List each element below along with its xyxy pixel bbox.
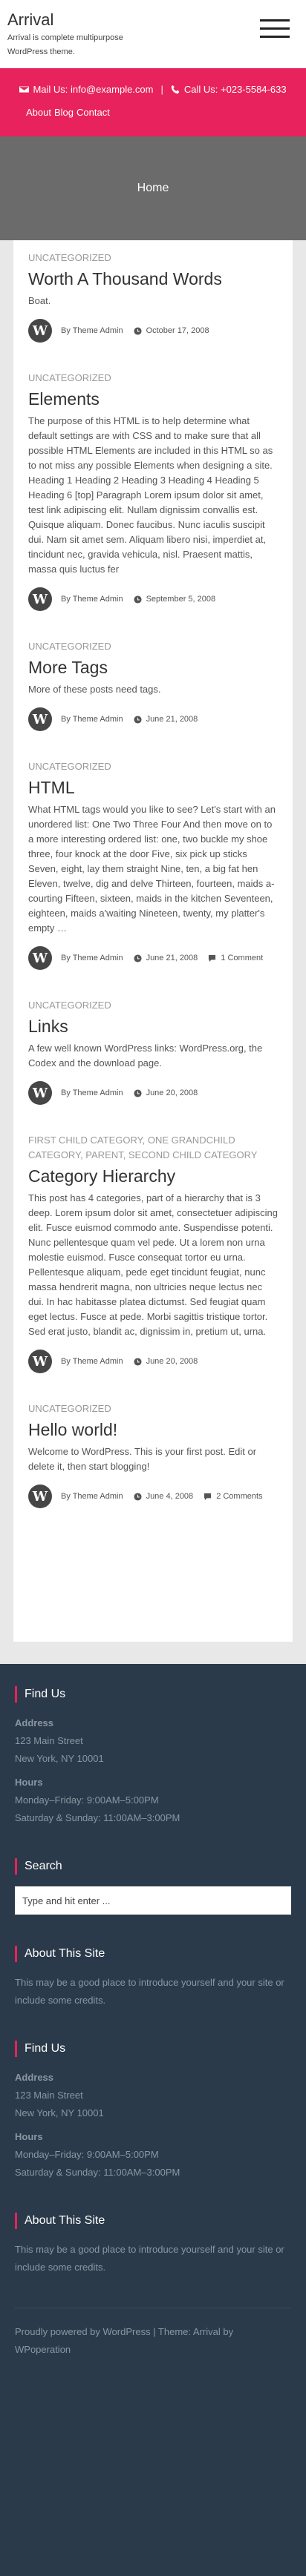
post-date[interactable]	[134, 1089, 198, 1097]
clock-icon	[134, 954, 142, 962]
post-list	[13, 240, 293, 1642]
phone-icon	[171, 85, 180, 94]
post-date[interactable]	[134, 595, 216, 604]
hours-label: Hours	[15, 2131, 43, 2142]
hours-label: Hours	[15, 1777, 43, 1788]
post-item	[28, 998, 278, 1105]
widget-title: About This Site	[15, 2213, 291, 2229]
address-label: Address	[15, 1717, 54, 1728]
post-meta	[28, 1350, 278, 1373]
email-text: Mail Us: info@example.com	[33, 83, 154, 95]
address-label: Address	[15, 2072, 54, 2083]
top-bar	[0, 68, 306, 136]
author-name: By Theme Admin	[61, 715, 123, 724]
post-author[interactable]	[61, 1089, 123, 1097]
date-text: October 17, 2008	[146, 326, 209, 335]
post-item	[28, 371, 278, 611]
post-title[interactable]: More Tags	[28, 658, 108, 677]
post-excerpt: What HTML tags would you like to see? Let's start with an unordered list: One Two Three Four And then move on to a more interesting ordered list: one, two buckle my shoe three, four knock at the door Five, six pick up sticks Seven, eight, lay them straight Nine, ten, a big fat hen Eleven, twelve, dig and delve Thirteen, fourteen, maids a-courting Fifteen, sixteen, maids in the kitchen Seventeen, eighteen, maids a'waiting Nineteen, twenty, my platter's empty …	[28, 804, 276, 934]
widget-find-us	[15, 2041, 291, 2182]
address-line: 123 Main Street	[15, 1735, 83, 1746]
post-date[interactable]	[134, 326, 209, 335]
widget-title: Find Us	[15, 2041, 291, 2057]
post-title[interactable]: HTML	[28, 778, 75, 797]
wordpress-avatar-icon[interactable]: W	[28, 707, 52, 731]
site-header	[0, 0, 306, 68]
post-category[interactable]: UNCATEGORIZED	[28, 641, 111, 652]
post-item	[28, 639, 278, 731]
post-author[interactable]	[61, 954, 123, 962]
post-title[interactable]: Hello world!	[28, 1420, 118, 1439]
widget-about	[15, 1946, 291, 2009]
author-name: By Theme Admin	[61, 1492, 123, 1501]
menu-toggle-button[interactable]	[260, 19, 290, 39]
widget-title: About This Site	[15, 1946, 291, 1962]
post-category[interactable]: UNCATEGORIZED	[28, 761, 111, 772]
wordpress-avatar-icon[interactable]: W	[28, 1484, 52, 1508]
post-excerpt: Boat.	[28, 295, 51, 306]
post-meta	[28, 587, 278, 611]
widget-about	[15, 2213, 291, 2276]
widget-find-us	[15, 1686, 291, 1827]
comment-icon	[204, 1493, 212, 1501]
clock-icon	[134, 1089, 142, 1097]
post-category[interactable]: UNCATEGORIZED	[28, 252, 111, 263]
footer-credits: Proudly powered by WordPress | Theme: Arrival by WPoperation	[15, 2326, 234, 2355]
comments-count: 1 Comment	[221, 954, 264, 962]
post-excerpt: More of these posts need tags.	[28, 684, 161, 695]
author-name: By Theme Admin	[61, 1357, 123, 1366]
site-description: Arrival is complete multipurpose WordPress theme.	[7, 33, 123, 56]
widget-search	[15, 1858, 291, 1915]
post-category[interactable]: UNCATEGORIZED	[28, 1000, 111, 1011]
post-author[interactable]	[61, 595, 123, 604]
main-nav	[0, 99, 306, 118]
nav-blog[interactable]: Blog	[53, 107, 74, 118]
post-meta	[28, 707, 278, 731]
date-text: June 20, 2008	[146, 1089, 198, 1097]
about-text: This may be a good place to introduce yourself and your site or include some credits.	[15, 1977, 284, 2006]
search-input[interactable]	[15, 1886, 291, 1915]
post-title[interactable]: Category Hierarchy	[28, 1166, 176, 1186]
post-meta	[28, 1484, 278, 1508]
post-excerpt: A few well known WordPress links: WordPress.org, the Codex and the download page.	[28, 1043, 263, 1069]
address-line: 123 Main Street	[15, 2090, 83, 2101]
wordpress-avatar-icon[interactable]: W	[28, 1350, 52, 1373]
wordpress-avatar-icon[interactable]: W	[28, 319, 52, 343]
author-name: By Theme Admin	[61, 326, 123, 335]
comment-icon	[208, 954, 216, 962]
hamburger-icon	[260, 19, 290, 22]
post-meta	[28, 1081, 278, 1105]
clock-icon	[134, 1493, 142, 1501]
wordpress-avatar-icon[interactable]: W	[28, 587, 52, 611]
post-author[interactable]	[61, 715, 123, 724]
date-text: June 20, 2008	[146, 1357, 198, 1366]
author-name: By Theme Admin	[61, 954, 123, 962]
phone-text: Call Us: +023-5584-633	[183, 83, 287, 95]
post-date[interactable]	[134, 715, 198, 724]
post-item	[28, 251, 278, 343]
content-wrap	[0, 240, 306, 1664]
address-line: New York, NY 10001	[15, 1753, 104, 1764]
date-text: June 21, 2008	[146, 715, 198, 724]
date-text: June 21, 2008	[146, 954, 198, 962]
post-category[interactable]: FIRST CHILD CATEGORY, ONE GRANDCHILD CATEGORY, PARENT, SECOND CHILD CATEGORY	[28, 1135, 258, 1160]
post-meta	[28, 319, 278, 343]
clock-icon	[134, 595, 142, 604]
post-item	[28, 1133, 278, 1373]
wordpress-avatar-icon[interactable]: W	[28, 946, 52, 970]
hours-line: Saturday & Sunday: 11:00AM–3:00PM	[15, 2167, 180, 2178]
post-excerpt: This post has 4 categories, part of a hierarchy that is 3 deep. Lorem ipsum dolor sit amet, consectetuer adipiscing elit. Fusce euismod commodo ante. Suspendisse potenti. Nunc pellentesque quam vel pede. Ut a lorem non urna molestie euismod. Fusce consequat tortor eu urna. Pellentesque aliquam, pede eget tincidunt feugiat, nunc massa hendrerit magna, non ultricies neque lectus nec dui. In hac habitasse platea dictumst. Sed feugiat quam eget lectus. Fusce at pede. Morbi sagittis tristique tortor. Sed erat justo, blandit ac, dignissim in, pretium ut, urna.	[28, 1192, 279, 1337]
post-author[interactable]	[61, 1357, 123, 1366]
nav-about[interactable]: About	[26, 107, 51, 118]
widget-title: Find Us	[15, 1686, 291, 1703]
wordpress-avatar-icon[interactable]: W	[28, 1081, 52, 1105]
post-category[interactable]: UNCATEGORIZED	[28, 1403, 111, 1414]
contact-email[interactable]	[19, 84, 153, 95]
site-title[interactable]: Arrival	[7, 10, 54, 29]
post-item	[28, 1401, 278, 1508]
comments-count: 2 Comments	[216, 1492, 263, 1501]
post-title[interactable]: Links	[28, 1017, 68, 1036]
widget-title: Search	[15, 1858, 291, 1875]
contact-row	[0, 68, 306, 99]
post-comments[interactable]	[204, 1492, 262, 1501]
hours-line: Saturday & Sunday: 11:00AM–3:00PM	[15, 1812, 180, 1823]
post-excerpt: Welcome to WordPress. This is your first post. Edit or delete it, then start blogging!	[28, 1446, 257, 1472]
page-banner	[0, 136, 306, 240]
post-author[interactable]	[61, 326, 123, 335]
post-date[interactable]	[134, 1492, 194, 1501]
post-author[interactable]	[61, 1492, 123, 1501]
clock-icon	[134, 1358, 142, 1366]
author-name: By Theme Admin	[61, 1089, 123, 1097]
author-name: By Theme Admin	[61, 595, 123, 604]
hours-line: Monday–Friday: 9:00AM–5:00PM	[15, 1794, 159, 1806]
contact-separator: |	[160, 83, 163, 95]
post-category[interactable]: UNCATEGORIZED	[28, 372, 111, 383]
about-text: This may be a good place to introduce yourself and your site or include some credits.	[15, 2244, 284, 2273]
post-comments[interactable]	[208, 954, 263, 962]
post-date[interactable]	[134, 1357, 198, 1366]
date-text: June 4, 2008	[146, 1492, 194, 1501]
address-line: New York, NY 10001	[15, 2107, 104, 2118]
post-title[interactable]: Elements	[28, 389, 100, 409]
site-footer	[0, 1664, 306, 2576]
post-meta	[28, 946, 278, 970]
contact-phone[interactable]	[171, 84, 287, 95]
nav-contact[interactable]: Contact	[76, 107, 110, 118]
page-title: Home	[137, 182, 169, 194]
post-item	[28, 759, 278, 970]
clock-icon	[134, 716, 142, 724]
envelope-icon	[19, 85, 29, 94]
hours-line: Monday–Friday: 9:00AM–5:00PM	[15, 2149, 159, 2160]
post-excerpt: The purpose of this HTML is to help determine what default settings are with CSS and to make sure that all possible HTML Elements are included in this HTML so as to not miss any possible Elements when designing a site. Heading 1 Heading 2 Heading 3 Heading 4 Heading 5 Heading 6 [top] Paragraph Lorem ipsum dolor sit amet, test link adipiscing elit. Nullam dignissim convallis est. Quisque aliquam. Donec faucibus. Nunc iaculis suscipit dui. Nam sit amet sem. Aliquam libero nisi, imperdiet at, tincidunt nec, gravida vehicula, nisl. Praesent mattis, massa quis luctus fer	[28, 415, 273, 575]
date-text: September 5, 2008	[146, 595, 216, 604]
post-date[interactable]	[134, 954, 198, 962]
clock-icon	[134, 327, 142, 335]
post-title[interactable]: Worth A Thousand Words	[28, 269, 222, 288]
